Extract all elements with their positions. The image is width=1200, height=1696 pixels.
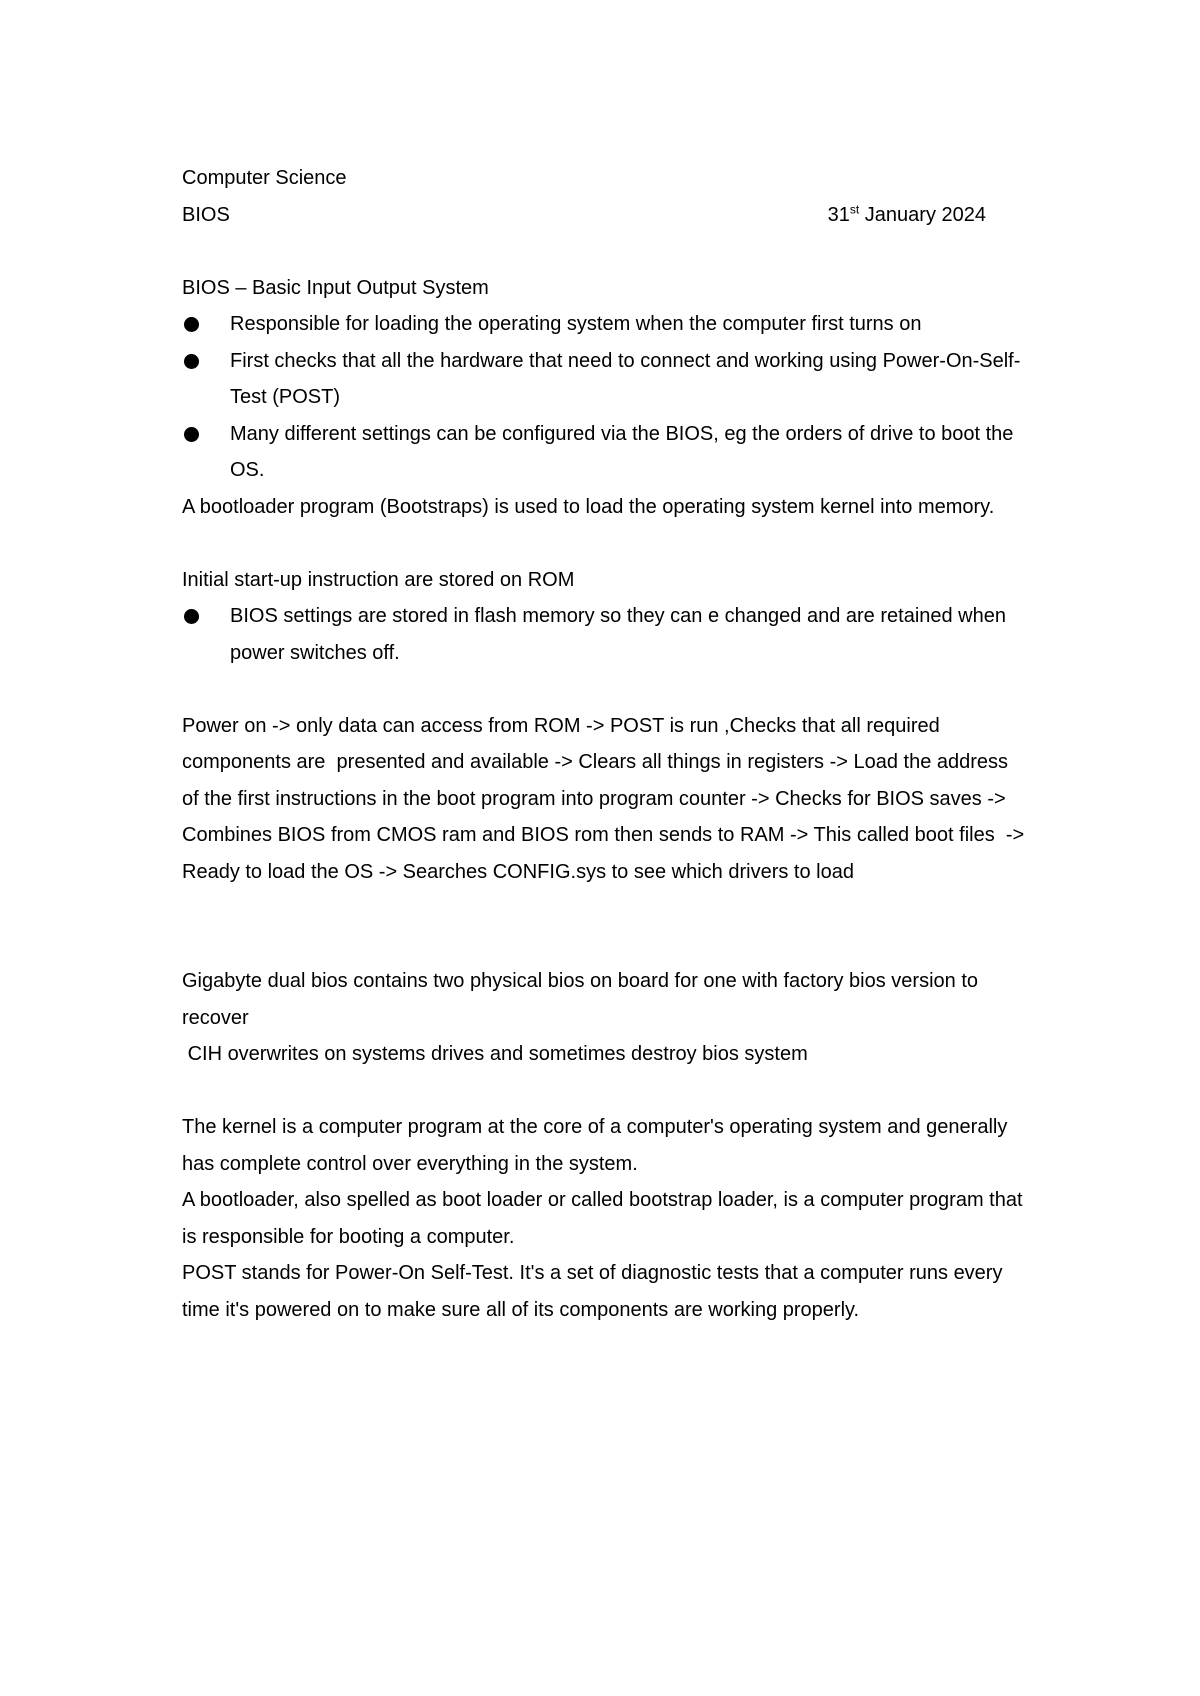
list-item	[182, 416, 1028, 489]
boot-sequence-paragraph: Power on -> only data can access from ROM -> POST is run ,Checks that all required components are presented and available -> Clears all things in registers -> Load the address of the first instructions in the boot program into program counter -> Checks for BIOS saves -> Combines BIOS from CMOS ram and BIOS rom then sends to RAM -> This called boot files -> Ready to load the OS -> Searches CONFIG.sys to see which drivers to load	[182, 714, 1030, 883]
cih-note: CIH overwrites on systems drives and sometimes destroy bios system	[182, 1043, 808, 1065]
bullet-icon	[184, 354, 199, 369]
list-item	[182, 343, 1028, 416]
list-item-text: Many different settings can be configured via the BIOS, eg the orders of drive to boot the OS.	[230, 422, 1014, 481]
document-date	[828, 197, 986, 234]
spacer	[182, 525, 1028, 562]
list-item	[182, 598, 1028, 671]
bullet-icon	[184, 609, 199, 624]
list-item-text: First checks that all the hardware that need to connect and working using Power-On-Self-Test (POST)	[230, 349, 1021, 408]
date-ordinal-suffix: st	[849, 201, 860, 216]
list-item-text: BIOS settings are stored in flash memory so they can e changed and are retained when power switches off.	[230, 605, 1006, 664]
list-item-text: Responsible for loading the operating system when the computer first turns on	[230, 313, 922, 335]
document-body	[182, 160, 1028, 1328]
bios-bullet-list	[182, 306, 1028, 489]
bullet-icon	[184, 317, 199, 332]
date-day: 31	[827, 203, 850, 226]
post-definition: POST stands for Power-On Self-Test. It's a set of diagnostic tests that a computer runs every time it's powered on to make sure all of its components are working properly.	[182, 1262, 1009, 1321]
spacer	[182, 233, 1028, 270]
bootloader-note: A bootloader program (Bootstraps) is used to load the operating system kernel into memory.	[182, 495, 995, 518]
date-month-year: January 2024	[859, 203, 986, 226]
kernel-definition: The kernel is a computer program at the core of a computer's operating system and generally has complete control over everything in the system.	[182, 1116, 1013, 1175]
topic-date-row	[182, 197, 986, 234]
spacer	[182, 671, 1028, 708]
bullet-icon	[184, 427, 199, 442]
rom-heading: Initial start-up instruction are stored on ROM	[182, 568, 575, 591]
bios-heading: BIOS – Basic Input Output System	[182, 276, 489, 299]
list-item	[182, 306, 1028, 343]
rom-bullet-list	[182, 598, 1028, 671]
topic-title: BIOS	[182, 203, 230, 226]
spacer	[182, 890, 1028, 963]
subject-title: Computer Science	[182, 167, 347, 189]
bootloader-definition: A bootloader, also spelled as boot loader or called bootstrap loader, is a computer program that is responsible for booting a computer.	[182, 1189, 1029, 1248]
spacer	[182, 1073, 1028, 1110]
gigabyte-note: Gigabyte dual bios contains two physical bios on board for one with factory bios version to recover	[182, 970, 984, 1029]
